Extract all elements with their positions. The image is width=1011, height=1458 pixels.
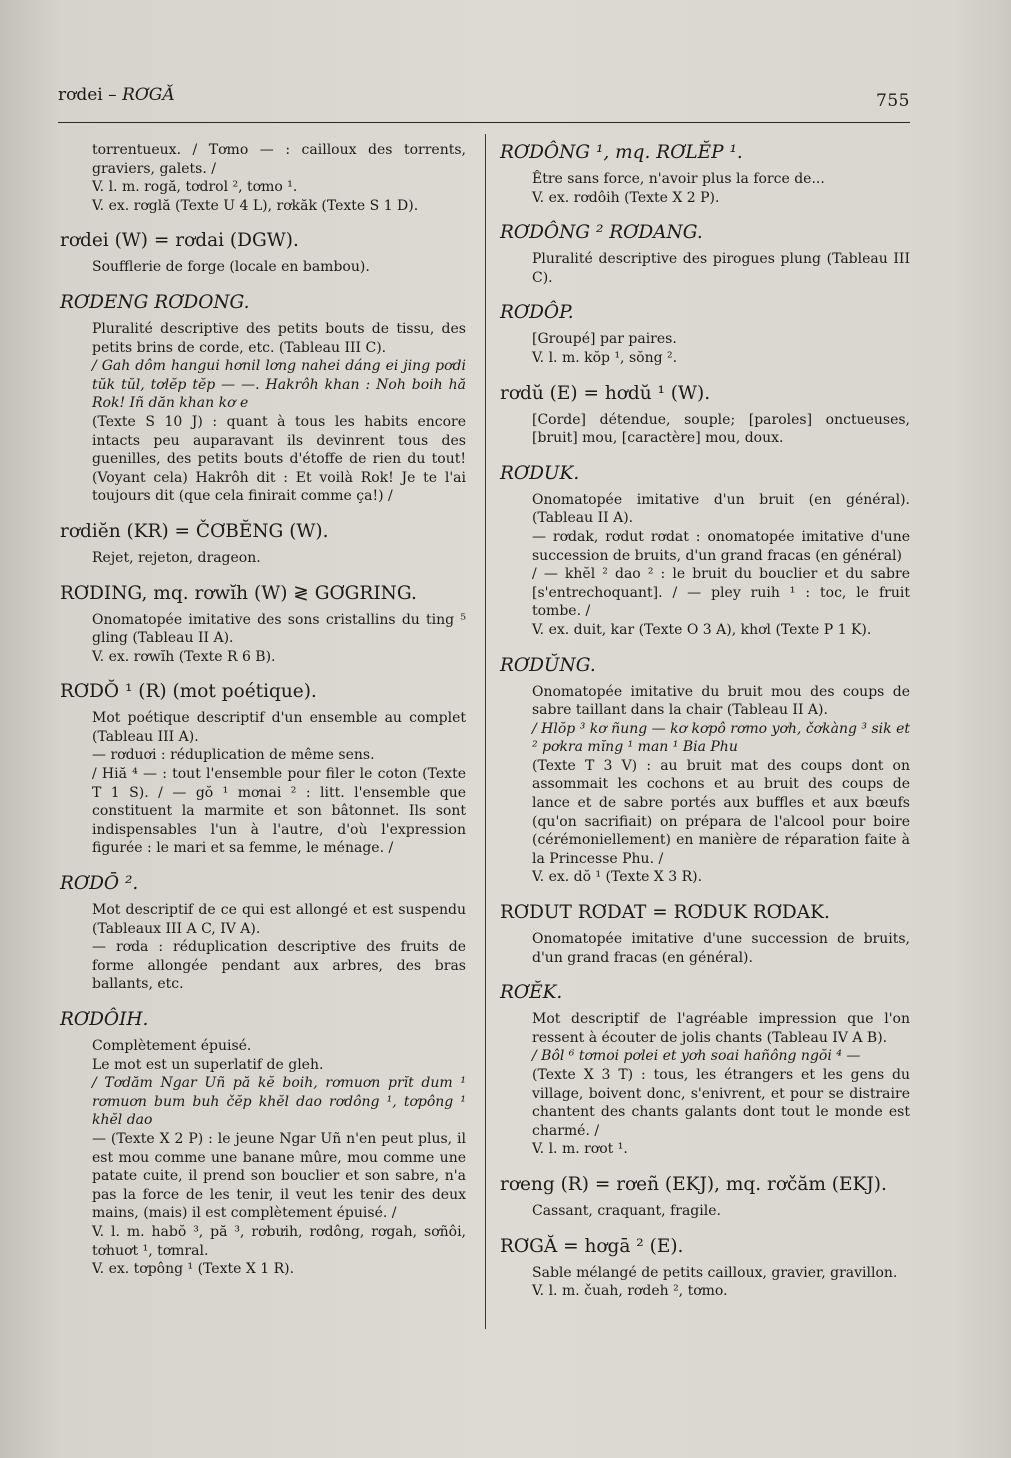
headword: RƠDING, mq. rơwĭh (W) ≷ GƠGRING. [60,582,417,604]
entry-continuation: torrentueux. / Tơmo — : cailloux des torrents, graviers, galets. / V. l. m. rogă, tơdrol ², tơmo ¹. V. ex. rơglă (Texte U 4 L), rơkăk (Texte S 1 D). [92,142,466,214]
headword: rơdŭ (E) = hơdŭ ¹ (W). [500,382,711,404]
headword: RƠDUK. [500,462,580,484]
entry-rodong-2: RƠDÔNG ² RƠDANG. Pluralité descriptive des pirogues plung (Tableau III C). [500,222,910,286]
headword: rơdiĕn (KR) = ČƠBĔNG (W). [60,520,329,542]
headword: RƠDÔIH. [60,1009,149,1030]
entry-rodei: rơdei (W) = rơdai (DGW). Soufflerie de forge (locale en bambou). [60,229,466,277]
headword: RƠDŌ ². [60,873,139,895]
entry-rodong-1: RƠDÔNG ¹, mq. RƠLĔP ¹. Être sans force, n'avoir plus la force de... V. ex. rơdôih (Texte X 2 P). [500,141,910,207]
headword: rơdei (W) = rơdai (DGW). [60,230,299,252]
page-number: 755 [876,91,910,111]
entry-rodung: RƠDŬNG. Onomatopée imitative du bruit mou des coups de sabre taillant dans la chair (Tableau II A). / Hlŏp ³ kơ ñung — kơ kơpô rơmo yơh, čơkàng ³ sik et ² pơkra mĭng ¹ man ¹ Bia Phu (Texte T 3 V) : au bruit mat des coups dont on assommait les cochons et au bruit des coups de lance et de sabre portés aux buffles et aux bœufs (qu'on sacrifiait) on prépara de l'alcool pour boire (cérémoniellement) en manière de réparation faite à la Princesse Phu. / V. ex. dŏ ¹ (Texte X 3 R). [500,654,910,886]
entry-rodo-1: RƠDŎ ¹ (R) (mot poétique). Mot poétique descriptif d'un ensemble au complet (Tableau III A). — rơduơi : réduplication de même sens. / Hiă ⁴ — : tout l'ensemble pour filer le coton (Texte T 1 S). / — gŏ ¹ mơnai ² : litt. l'ensemble que constituent la marmite et son bâtonnet. Ils sont indispensables l'un à l'autre, d'où l'expression figurée : le mari et sa femme, le ménage. / [60,681,466,857]
headword: RƠDÔP. [500,302,574,324]
entry-rodo-2: RƠDŌ ². Mot descriptif de ce qui est allongé et est suspendu (Tableaux III A C, IV A). — rơda : réduplication descriptive des fruits de forme allongée pendant aux arbres, des bras ballants, etc. [60,873,466,993]
column-divider [485,134,486,1329]
headword: RƠGĂ = hơgā ² (E). [500,1235,684,1257]
entry-roeng: rơeng (R) = rơeñ (EKJ), mq. rơčăm (EKJ). Cassant, craquant, fragile. [500,1173,910,1221]
entry-rodeng: RƠDENG RƠDONG. Pluralité descriptive des petits bouts de tissu, des petits brins de corde, etc. (Tableau III C). / Gah dôm hangui hơnil lơng nahei dáng ei jing pơdi tŭk tŭl, tơlĕp tĕp — —. Hakrôh khan : Noh boih hă Rok! Iñ dăn khan kơ e (Texte S 10 J) : quant à tous les habits encore intacts peu auparavant ils devinrent tous des guenilles, des petits bouts d'étoffe de rien du tout! (Voyant cela) Hakrôh dit : Et voilà Rok! Je te l'ai toujours dit (que cela finirait comme ça!) / [60,291,466,505]
headword: RƠĔK. [500,982,563,1004]
header-rule [58,122,910,123]
headword: RƠDÔNG ¹, mq. RƠLĔP ¹. [500,142,743,163]
left-column [60,141,466,1293]
headword: RƠDENG RƠDONG. [60,291,250,313]
right-column [500,141,910,1315]
headword: RƠDUT RƠDAT = RƠDUK RƠDAK. [500,902,830,924]
entry-roek: RƠĔK. Mot descriptif de l'agréable impression que l'on ressent à écouter de jolis chants (Tableau IV A B). / Bôl ⁶ tơmoi pơlei et yơh soai hañông ngŏi ⁴ — (Texte X 3 T) : tous, les étrangers et les gens du village, boivent donc, s'enivrent, et pour se distraire chantent des chants galants dont tout le monde est charmé. / V. l. m. rơot ¹. [500,982,910,1158]
entry-rodoih: RƠDÔIH. Complètement épuisé. Le mot est un superlatif de gleh. / Tơdăm Ngar Uñ pă kĕ boih, rơmuơn prĭt dum ¹ rơmuơn bum buh čĕp khĕl dao rơdông ¹, tơpông ¹ khĕl dao — (Texte X 2 P) : le jeune Ngar Uñ n'en peut plus, il est mou comme une banane mûre, mou comme une patate cuite, il prend son bouclier et son sabre, n'a pas la force de les tenir, il veut les tenir des deux mains, (mais) il est complètement épuisé. / V. l. m. habŏ ³, pă ³, rơbưih, rơdông, rơgah, sơñôi, tơhuơt ¹, tơmral. V. ex. tơpông ¹ (Texte X 1 R). [60,1009,466,1278]
entry-roga: RƠGĂ = hơgā ² (E). Sable mélangé de petits cailloux, gravier, gravillon. V. l. m. čuah, rơdeh ², tơmo. [500,1235,910,1301]
entry-rodut: RƠDUT RƠDAT = RƠDUK RƠDAK. Onomatopée imitative d'une succession de bruits, d'un grand fracas (en général). [500,902,910,966]
entry-rodu: rơdŭ (E) = hơdŭ ¹ (W). [Corde] détendue, souple; [paroles] onctueuses, [bruit] mou, [caractère] mou, doux. [500,382,910,447]
entry-roduk: RƠDUK. Onomatopée imitative d'un bruit (en général). (Tableau II A). — rơdak, rơdut rơdat : onomatopée imitative d'une succession de bruits, d'un grand fracas (en général) / — khĕl ² dao ² : le bruit du bouclier et du sabre [s'entrechoquant]. / — pley ruih ¹ : toc, le fruit tombe. / V. ex. duit, kar (Texte O 3 A), khơl (Texte P 1 K). [500,462,910,638]
page-header [58,85,910,115]
running-head: rơdei – RƠGĂ [58,85,175,105]
headword: RƠDÔNG ² RƠDANG. [500,222,703,244]
entry-roding: RƠDING, mq. rơwĭh (W) ≷ GƠGRING. Onomatopée imitative des sons cristallins du ting ⁵ gling (Tableau II A). V. ex. rơwĭh (Texte R 6 B). [60,582,466,665]
headword: RƠDŬNG. [500,654,596,676]
headword: rơeng (R) = rơeñ (EKJ), mq. rơčăm (EKJ). [500,1173,887,1195]
entry-rodop: RƠDÔP. [Groupé] par paires. V. l. m. kŏp ¹, sŏng ². [500,301,910,367]
headword: RƠDŎ ¹ (R) (mot poétique). [60,681,317,703]
entry-rodien: rơdiĕn (KR) = ČƠBĔNG (W). Rejet, rejeton, drageon. [60,520,466,568]
